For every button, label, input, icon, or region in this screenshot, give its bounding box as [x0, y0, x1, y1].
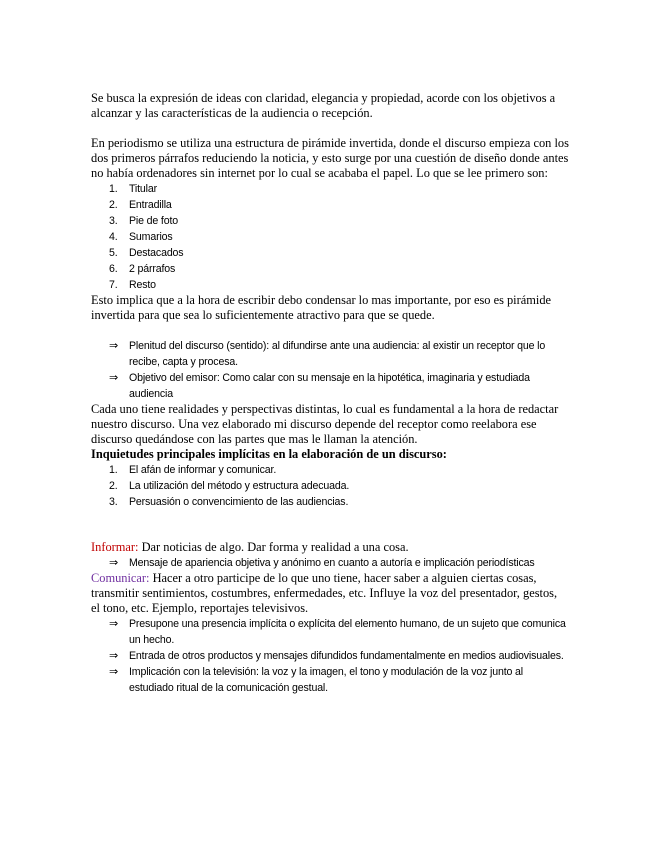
list-text: Objetivo del emisor: Como calar con su mensaje en la hipotética, imaginaria y estudiada audiencia	[129, 372, 530, 400]
document-page	[91, 91, 569, 696]
list-item	[91, 494, 569, 510]
list-text: Destacados	[129, 247, 184, 259]
list-item	[91, 277, 569, 293]
list-item	[91, 462, 569, 478]
comunicar-definition	[91, 571, 569, 616]
list-text: Entrada de otros productos y mensajes difundidos fundamentalmente en medios audiovisuales.	[129, 650, 564, 662]
list-item	[91, 261, 569, 277]
intro-paragraph: Se busca la expresión de ideas con claridad, elegancia y propiedad, acorde con los objetivos a alcanzar y las características de la audiencia o recepción.	[91, 91, 556, 120]
list-text: Plenitud del discurso (sentido): al difundirse ante una audiencia: al existir un receptor que lo recibe, capta y procesa.	[129, 340, 546, 368]
list-number: 4.	[109, 231, 118, 243]
list-item	[91, 616, 569, 648]
list-number: 3.	[109, 496, 118, 508]
pyramid-paragraph: En periodismo se utiliza una estructura de pirámide invertida, donde el discurso empieza con los dos primeros párrafos reduciendo la noticia, y esto surge por una cuestión de diseño donde antes no había ordenadores sin internet por lo cual se acababa el papel. Lo que se lee primero son:	[91, 136, 569, 180]
read-first-list	[91, 181, 569, 293]
list-item	[91, 478, 569, 494]
list-text: La utilización del método y estructura adecuada.	[129, 480, 350, 492]
perspectives-paragraph: Cada uno tiene realidades y perspectivas distintas, lo cual es fundamental a la hora de redactar nuestro discurso. Una vez elaborado mi discurso depende del receptor como reelabora ese discurso quedándose con las partes que mas le llaman la atención.	[91, 402, 559, 446]
principles-list	[91, 338, 569, 402]
informar-definition	[91, 540, 569, 555]
list-text: Titular	[129, 183, 157, 195]
concerns-list	[91, 462, 569, 510]
right-double-arrow-icon: ⇒	[109, 556, 119, 569]
informar-points	[91, 555, 569, 571]
right-double-arrow-icon: ⇒	[109, 617, 119, 630]
list-item	[91, 181, 569, 197]
list-number: 2.	[109, 480, 118, 492]
list-item	[91, 338, 569, 370]
concerns-heading: Inquietudes principales implícitas en la elaboración de un discurso:	[91, 447, 447, 461]
list-item	[91, 245, 569, 261]
list-text: Pie de foto	[129, 215, 179, 227]
right-double-arrow-icon: ⇒	[109, 371, 119, 384]
informar-term: Informar:	[91, 540, 139, 554]
list-text: Persuasión o convencimiento de las audiencias.	[129, 496, 349, 508]
list-item	[91, 664, 569, 696]
list-item	[91, 197, 569, 213]
list-item	[91, 648, 569, 664]
comunicar-definition-text: Hacer a otro participe de lo que uno tiene, hacer saber a alguien ciertas cosas, transmitir sentimientos, costumbres, enfermedades, etc. Influye la voz del presentador, gestos, el tono, etc. Ejemplo, reportajes televisivos.	[91, 571, 558, 615]
list-number: 2.	[109, 199, 118, 211]
list-text: Mensaje de apariencia objetiva y anónimo en cuanto a autoría e implicación periodísticas	[129, 557, 535, 569]
right-double-arrow-icon: ⇒	[109, 665, 119, 678]
right-double-arrow-icon: ⇒	[109, 339, 119, 352]
list-item	[91, 229, 569, 245]
list-number: 6.	[109, 263, 118, 275]
list-text: Implicación con la televisión: la voz y la imagen, el tono y modulación de la voz junto al estudiado ritual de la comunicación gestual.	[129, 666, 523, 694]
list-text: Presupone una presencia implícita o explícita del elemento humano, de un sujeto que comunica un hecho.	[129, 618, 566, 646]
comunicar-points	[91, 616, 569, 696]
list-number: 7.	[109, 279, 118, 291]
list-number: 1.	[109, 464, 118, 476]
list-text: Sumarios	[129, 231, 173, 243]
right-double-arrow-icon: ⇒	[109, 649, 119, 662]
list-item	[91, 555, 569, 571]
list-item	[91, 370, 569, 402]
comunicar-term: Comunicar:	[91, 571, 150, 585]
condense-paragraph: Esto implica que a la hora de escribir debo condensar lo mas importante, por eso es pirámide invertida para que sea lo suficientemente atractivo para que se quede.	[91, 293, 552, 322]
list-text: El afán de informar y comunicar.	[129, 464, 277, 476]
list-item	[91, 213, 569, 229]
informar-definition-text: Dar noticias de algo. Dar forma y realidad a una cosa.	[138, 540, 409, 554]
list-text: 2 párrafos	[129, 263, 176, 275]
list-number: 1.	[109, 183, 118, 195]
list-text: Entradilla	[129, 199, 172, 211]
list-text: Resto	[129, 279, 156, 291]
list-number: 3.	[109, 215, 118, 227]
list-number: 5.	[109, 247, 118, 259]
